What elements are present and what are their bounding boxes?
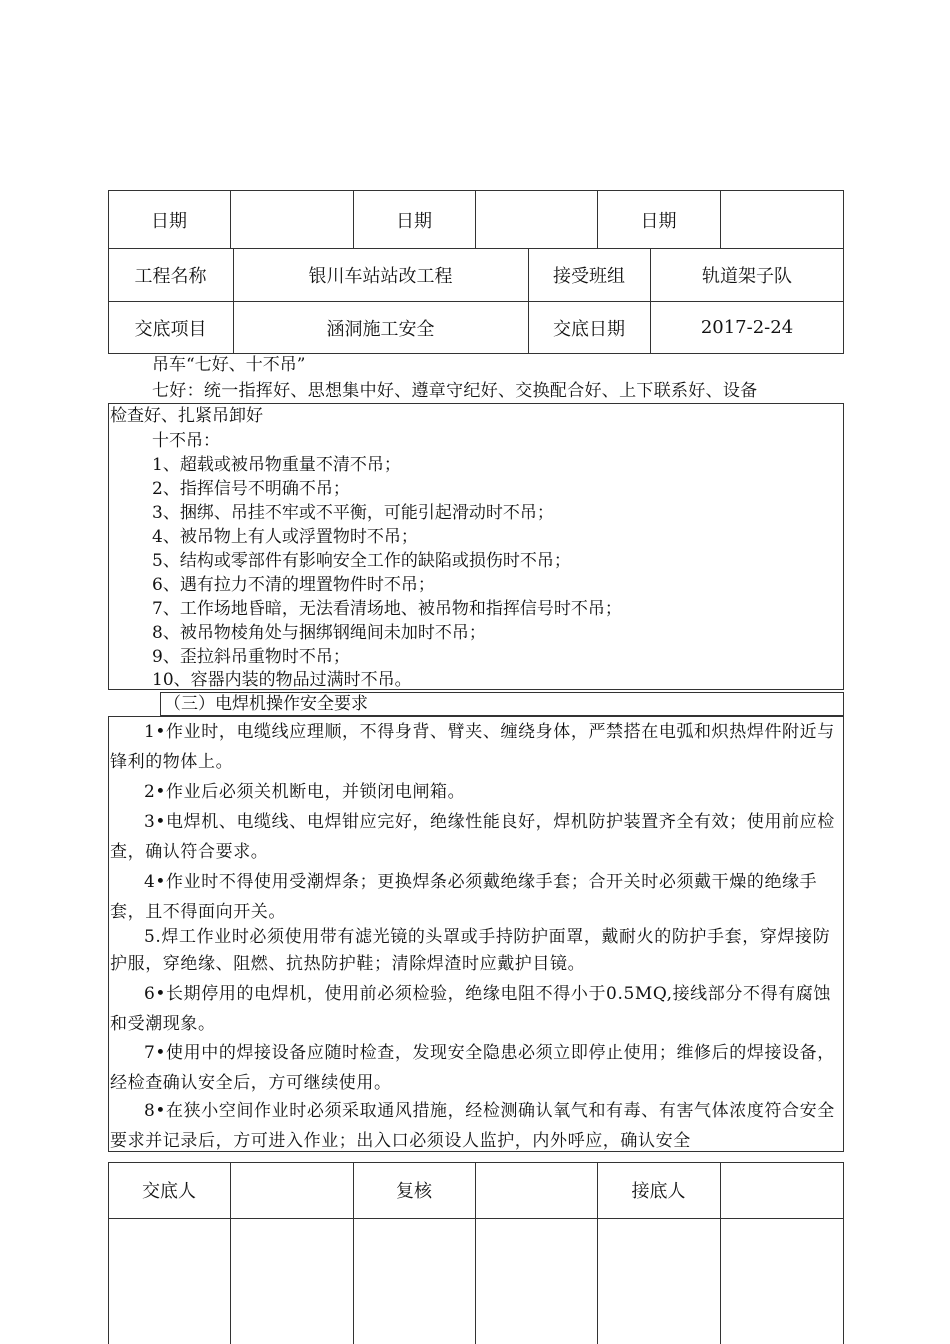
welder-paragraph: 6•长期停用的电焊机，使用前必须检验，绝缘电阻不得小于0.5MQ,接线部分不得有腐蚀和受潮现象。 xyxy=(110,984,831,1034)
discloser-label: 交底人 xyxy=(142,1181,196,1202)
ten-no-item: 7、工作场地昏暗，无法看清场地、被吊物和指挥信号时不吊； xyxy=(152,599,622,619)
project-name-value: 银川车站站改工程 xyxy=(308,265,453,287)
welder-paragraph: 2•作业后必须关机断电，并锁闭电闸箱。 xyxy=(144,782,466,802)
disclosure-date-value: 2017-2-24 xyxy=(700,317,794,338)
date-table-divider xyxy=(720,190,721,249)
ten-no-item: 10、容器内装的物品过满时不吊。 xyxy=(152,670,412,690)
seven-good-line2: 检查好、扎紧吊卸好 xyxy=(110,406,263,426)
reviewer-label: 复核 xyxy=(396,1181,432,1202)
welder-paragraph: 1•作业时，电缆线应理顺，不得身背、臂夹、缠绕身体，严禁搭在电弧和炽热焊件附近与锋利的物体上。 xyxy=(110,722,835,772)
ten-no-title: 十不吊： xyxy=(152,431,220,451)
project-name-label: 工程名称 xyxy=(134,265,207,287)
welder-paragraph: 4•作业时不得使用受潮焊条；更换焊条必须戴绝缘手套；合开关时必须戴干燥的绝缘手套，且不得面向开关。 xyxy=(110,872,818,922)
ten-no-item: 8、被吊物棱角处与捆绑钢绳间未加时不吊； xyxy=(152,623,486,643)
date-label-3: 日期 xyxy=(640,210,677,232)
footer-table-row xyxy=(108,1218,844,1219)
item-value: 涵洞施工安全 xyxy=(326,318,435,340)
welder-title: （三）电焊机操作安全要求 xyxy=(164,694,368,714)
ten-no-item: 1、超载或被吊物重量不清不吊； xyxy=(152,455,401,475)
ten-no-item: 5、结构或零部件有影响安全工作的缺陷或损伤时不吊； xyxy=(152,551,571,571)
footer-table-divider xyxy=(843,1162,844,1344)
item-label: 交底项目 xyxy=(134,318,207,340)
welder-paragraph: 8•在狭小空间作业时必须采取通风措施，经检测确认氧气和有毒、有害气体浓度符合安全要求并记录后，方可进入作业；出入口必须设人监护，内外呼应，确认安全 xyxy=(110,1101,835,1151)
date-label-2: 日期 xyxy=(396,210,432,232)
ten-no-item: 3、捆绑、吊挂不牢或不平衡，可能引起滑动时不吊； xyxy=(152,503,554,523)
welder-paragraph: 3•电焊机、电缆线、电焊钳应完好，绝缘性能良好，焊机防护装置齐全有效；使用前应检查，确认符合要求。 xyxy=(110,812,835,862)
date-table-divider xyxy=(230,190,231,249)
team-label: 接受班组 xyxy=(553,265,625,287)
ten-no-item: 2、指挥信号不明确不吊； xyxy=(152,479,350,499)
disclosure-date-label: 交底日期 xyxy=(553,318,625,340)
ten-no-item: 6、遇有拉力不清的埋置物件时不吊； xyxy=(152,575,435,595)
receiver-label: 接底人 xyxy=(631,1181,686,1202)
footer-table-divider xyxy=(475,1162,476,1344)
welder-paragraph: 7•使用中的焊接设备应随时检查，发现安全隐患必须立即停止使用；维修后的焊接设备，经检查确认安全后，方可继续使用。 xyxy=(110,1043,835,1093)
team-value: 轨道架子队 xyxy=(702,265,792,287)
footer-table-divider xyxy=(720,1162,721,1344)
ten-no-item: 4、被吊物上有人或浮置物时不吊； xyxy=(152,527,418,547)
seven-good-line1: 七好：统一指挥好、思想集中好、遵章守纪好、交换配合好、上下联系好、设备 xyxy=(152,381,758,401)
crane-title: 吊车“七好、十不吊” xyxy=(152,355,306,375)
ten-no-item: 9、歪拉斜吊重物时不吊； xyxy=(152,647,350,667)
date-label-1: 日期 xyxy=(151,210,187,232)
footer-table-divider xyxy=(230,1162,231,1344)
date-table-divider xyxy=(475,190,476,249)
welder-paragraph: 5.焊工作业时必须使用带有滤光镜的头罩或手持防护面罩，戴耐火的防护手套，穿焊接防护服，穿绝缘、阻燃、抗热防护鞋；清除焊渣时应戴护目镜。 xyxy=(110,927,831,974)
